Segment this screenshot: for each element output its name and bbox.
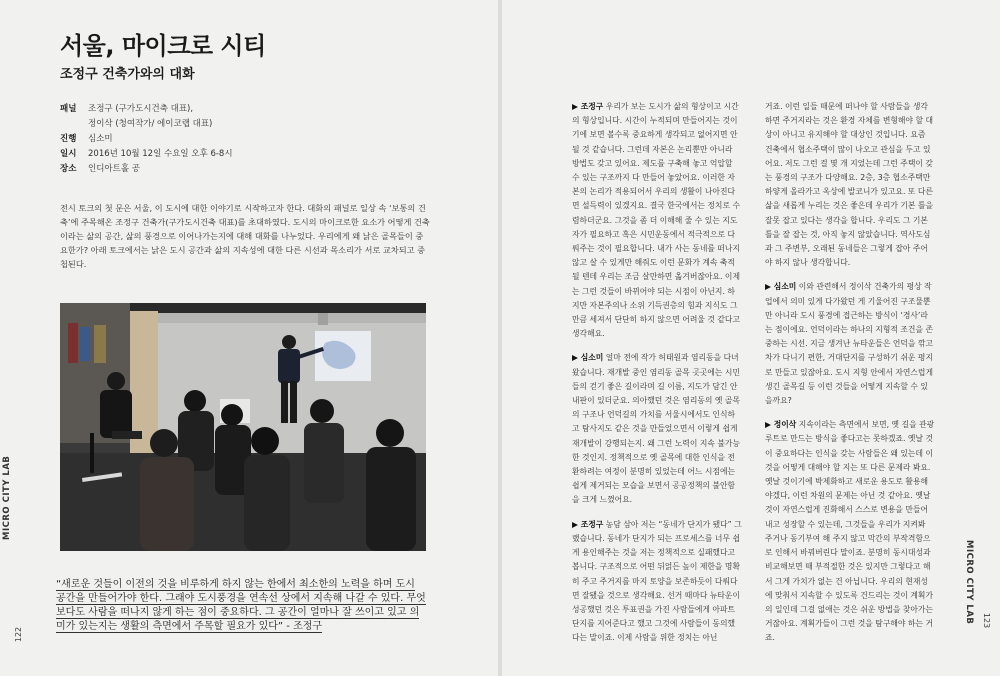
event-info [60,102,233,177]
dialogue-paragraph [765,100,935,270]
left-page-number: 122 [14,626,24,643]
page-subtitle: 조정구 건축가와의 대화 [60,67,195,82]
right-page-number: 123 [982,612,992,629]
info-row [60,162,233,177]
info-key: 장소 [60,164,77,174]
info-key [60,117,88,132]
dialogue-text: 얼마 전에 작가 허태원과 염리동을 다녀왔습니다. 재개발 중인 염리동 골목 곳곳에는 시민들의 걷기 좋은 길이라며 길 이름, 지도가 담긴 안내판이 있더군요. 의아했던 것은 염리동의 옛 골목의 구조나 언덕길의 가치를 서울시에서도 인식하고 탐사지도 같은 것을 만들었으면서 이렇게 쉽게 재개발이 강행되는지. 왜 그런 노력이 지속 불가능한 것인지. 정책적으로 옛 골목에 대한 인식을 전환하려는 여정이 분명히 있었는데 어느 시점에는 쉽게 제거되는 모습을 보면서 공공정책의 불안함을 크게 느꼈어요. [572,353,740,505]
info-key: 진행 [60,134,77,144]
pull-quote [56,578,426,634]
pull-quote-text: “새로운 것들이 이전의 것을 비루하게 하지 않는 한에서 최소한의 노력을 하며 도시 공간을 만들어가야 한다. 그래야 도시풍경을 연속선 상에서 지속해 나갈 수 있다. 무엇보다도 사람을 떠나지 않게 하는 점이 중요하다. 그 공간이 얼마나 잘 쓰이고 있고 의미가 있는지는 생활의 측면에서 주목할 필요가 있다” - 조정구 [56,579,426,632]
dialogue-text: 지속이라는 측면에서 보면, 옛 길을 관광 루트로 만드는 방식을 좋다고는 못하겠죠. 옛날 것이 중요하다는 인식을 갖는 사람들은 왜 있는데 이것을 어떻게 대해야 할 지는 또 다른 문제라 봐요. 옛날 것이기에 박제화하고 새로운 용도로 활용해야겠다, 이런 차원의 문제는 아닌 것 같아요. 옛날 것이 자연스럽게 진화해서 스스로 변용을 만들어 내고 성장할 수 있는데, 그것들을 우리가 지켜봐 주거나 동기부여 해 주지 않고 막간의 부작격함으로 인해서 바꿔버린다 말이죠. 분명히 동시대성과 비교해보면 때 부적절한 것은 있지만 그렇다고 해서 그게 가치가 없는 건 아닙니다. 우리의 현재성에 맞춰서 지속할 수 있도록 건드리는 것이 계획가의 일인데 그걸 없애는 것은 쉬운 방법을 찾아가는 거잖아요. 계획가들이 그런 것을 탐구해야 하는 거죠. [765,420,935,643]
info-value: 조정구 (구가도시건축 대표), [88,104,194,114]
text-column-2 [765,100,935,656]
dialogue-paragraph [572,351,742,507]
text-column-1 [572,100,742,656]
talk-event-photo [60,303,426,551]
right-side-label: MICRO CITY LAB [964,540,974,625]
intro-paragraph: 전시 토크의 첫 문은 서울, 이 도시에 대한 이야기로 시작하고자 한다. 대화의 패널로 일상 속 ‘보통의 건축’에 주목해온 조정구 건축가(구가도시건축 대표)를 초대하였다. 도시의 마이크로한 요소가 어떻게 건축이라는 삶의 공간, 삶의 풍경으로 이어나가는지에 대해 대화를 나누었다. 우리에게 왜 낡은 골목들이 중요한가? 아래 토크에서는 낡은 도시 공간과 삶의 지속성에 대한 다른 시선과 목소리가 서로 교차되고 중첩된다. [60,203,430,269]
info-value: 2016년 10월 12일 수요일 오후 6-8시 [88,149,233,159]
speaker-label: ▶ 심소미 [765,282,797,292]
speaker-label: ▶ 정이삭 [765,420,797,430]
info-value: 정이삭 (청여작가/ 에이코랩 대표) [88,119,213,129]
speaker-label: ▶ 심소미 [572,353,604,363]
dialogue-paragraph [572,100,742,341]
dialogue-text: 이와 관련해서 정이삭 건축가의 평상 작업에서 의미 있게 다가왔던 게 기울어진 구조물뿐만 아니라 도시 풍경에 접근하는 방식이 ‘경사’라는 점이에요. 언덕이라는 하나의 지형적 조건을 존중하는 시선. 지금 생겨난 뉴타운들은 언덕을 깎고 차가 다니기 편한, 거대단지를 구성하기 쉬운 평지로 만들고 있잖아요. 도시 지형 안에서 자연스럽게 생긴 골목길 등 이런 것들을 어떻게 지속할 수 있을까요? [765,282,933,406]
info-row [60,147,233,162]
info-value: 인디아트홀 공 [88,164,140,174]
speaker-label: ▶ 조정구 [572,519,604,529]
dialogue-paragraph [765,418,935,645]
info-row [60,102,233,117]
page-title: 서울, 마이크로 시티 [60,32,266,60]
dialogue-text: 농담 삼아 저는 “동네가 단지가 됐다” 그랬습니다. 동네가 단지가 되는 프로세스를 너무 쉽게 용인해주는 것을 저는 정책적으로 실패했다고 봅니다. 구조적으로 어떤 뒤얽든 높이 제한을 명확히 주고 주거지를 마지 토양을 보존하듯이 다뤄다면 잘됐을 것으로 생각해요. 선거 때마다 뉴타운이 성공했던 것은 투표권을 가진 사람들에게 아파트 단지를 지어준다고 했고 그것에 사람들이 동의했다는 말이죠. 이제 사람을 위한 정치는 아닌 [572,519,742,643]
info-key: 일시 [60,149,77,159]
dialogue-text: 우리가 보는 도시가 삶의 형상이고 시간의 형상입니다. 시간이 누적되며 만들어지는 것이기에 보면 볼수록 중요하게 생각되고 없어지면 안 될 것 같습니다. 그런데 자본은 논리뿐만 아니라 방법도 갖고 있어요. 제도를 구축해 놓고 억압할 수 있는 구조까지 다 만들어 놓았어요. 이러한 자본의 논리가 적용되어서 우리의 생활이 나아진다면 설득력이 있겠지요. 결국 한국에서는 정치로 수렴하더군요. 그것을 좀 더 이해해 줄 수 있는 지도자가 필요하고 혹은 시민운동에서 적극적으로 다뤄주는 것이 필요합니다. 내가 사는 동네를 떠나지 않고 살 수 있게만 해줘도 이런 문화가 계속 축적될 텐데 우리는 조금 살만하면 옮겨버잖아요. 이제는 그런 것들이 바뀌어야 되는 시점이 아닌지. 하지만 자본주의나 소위 기득권층의 힘과 지식도 그만큼 세져서 단단히 하지 않으면 어려울 것 같다고 생각해요. [572,102,740,339]
dialogue-paragraph [572,518,742,646]
info-row [60,117,233,132]
info-row [60,132,233,147]
left-side-label: MICRO CITY LAB [2,455,12,540]
info-value: 심소미 [88,134,113,144]
speaker-label: ▶ 조정구 [572,102,604,111]
dialogue-paragraph [765,280,935,408]
dialogue-text: 거죠. 이런 일들 때문에 떠나야 할 사람들을 생각하면 주거지라는 것은 환경 자체를 변형해야 할 대상이 아니고 유지해야 할 대상인 것입니다. 요즘 건축에서 협소주택이 많이 나오고 관심을 두고 있어요. 저도 그런 걸 몇 개 지었는데 그런 주택이 갖는 풍경의 구조가 다양해요. 2층, 3층 협소주택만 하얗게 올라가고 옥상에 발코니가 있고요. 또 다른 삶을 새롭게 누리는 것은 좋은데 우리가 기본 틀을 잘못 잡고 있다는 생각을 합니다. 우리도 그 기본 틀을 잘 잡는 것, 아직 놓지 않았습니다. 역사도심과 그 주변부, 오래된 동네들은 그렇게 잡아 주어야 하지 않나 생각합니다. [765,102,933,268]
info-key: 패널 [60,104,77,114]
